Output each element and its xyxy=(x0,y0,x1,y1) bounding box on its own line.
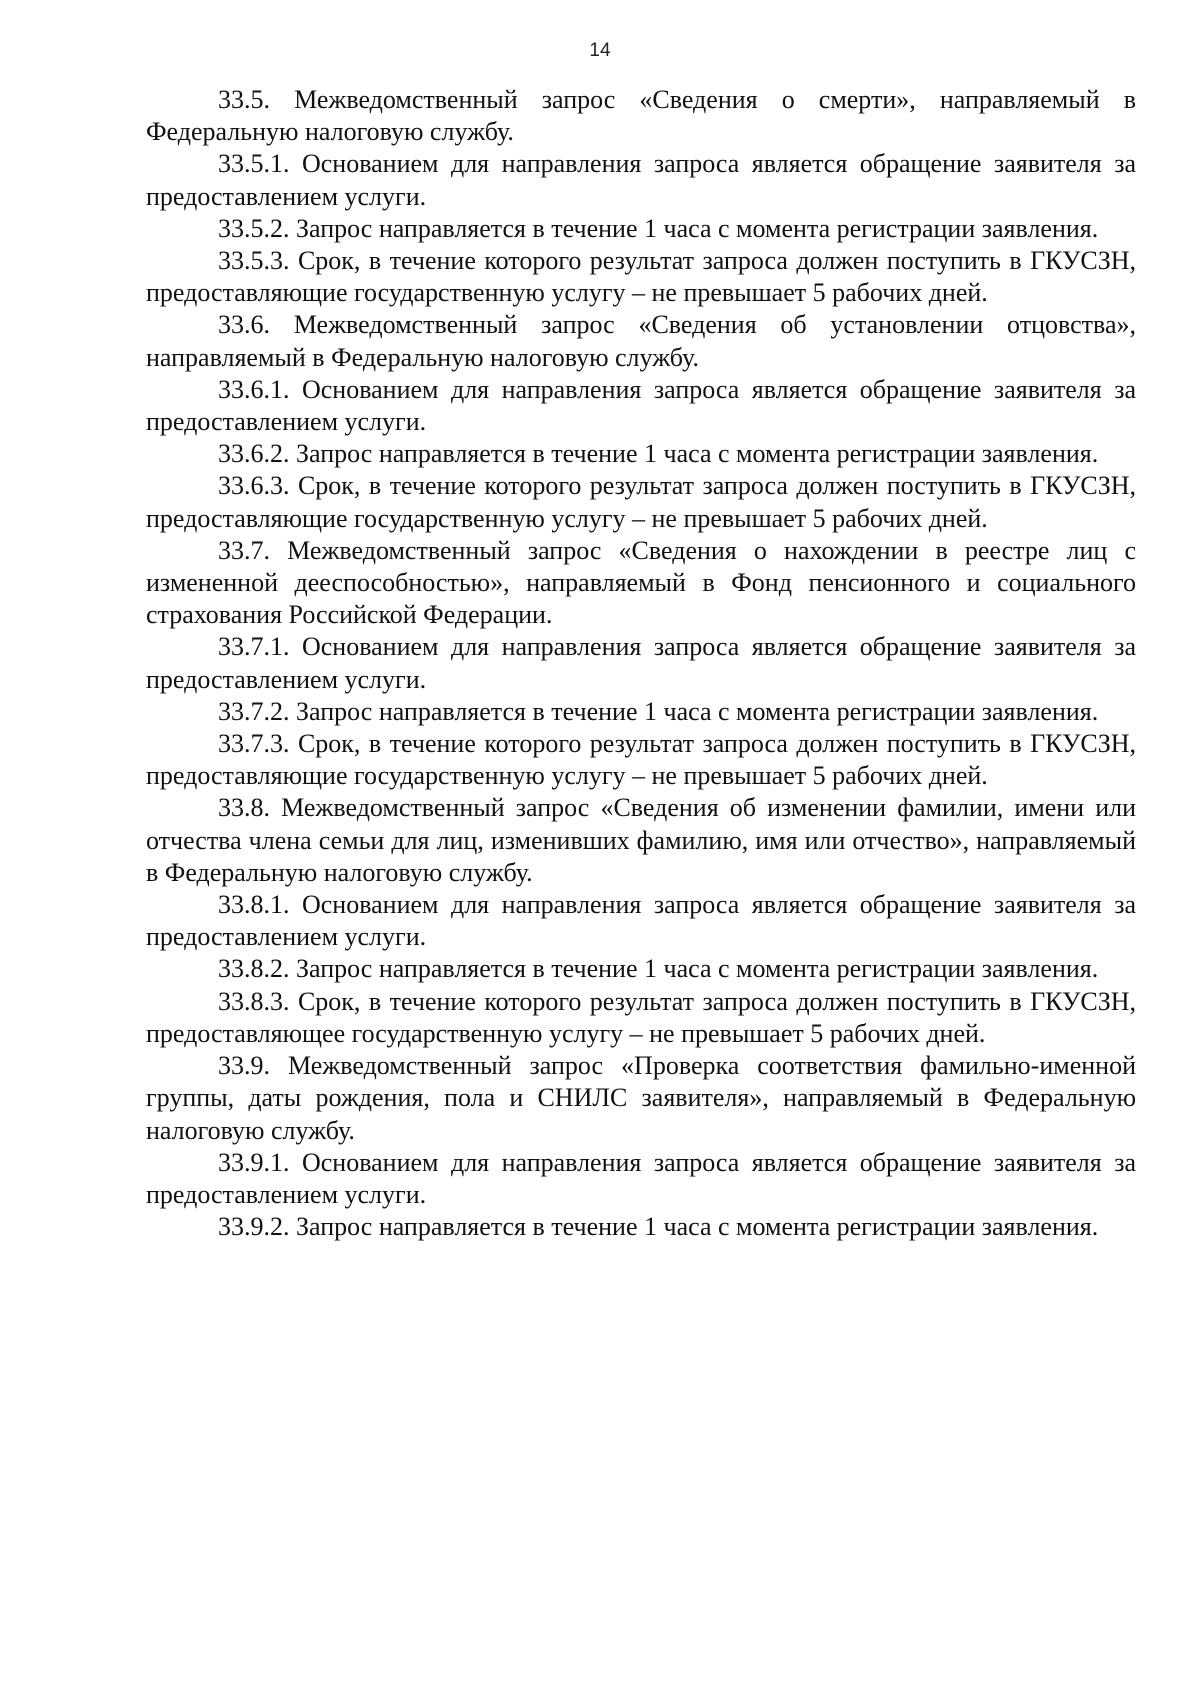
paragraph-33-7-3: 33.7.3. Срок, в течение которого результат запроса должен поступить в ГКУСЗН, предоставляющие государственную услугу – не превышает 5 рабочих дней. xyxy=(146,729,1136,791)
paragraph-33-7-2: 33.7.2. Запрос направляется в течение 1 часа с момента регистрации заявления. xyxy=(218,696,1099,726)
paragraph-33-5-2: 33.5.2. Запрос направляется в течение 1 часа с момента регистрации заявления. xyxy=(218,213,1099,243)
paragraph-33-9: 33.9. Межведомственный запрос «Проверка соответствия фамильно-именной группы, даты рождения, пола и СНИЛС заявителя», направляемый в Федеральную налоговую службу. xyxy=(146,1051,1136,1145)
paragraph-33-7: 33.7. Межведомственный запрос «Сведения о нахождении в реестре лиц с измененной дееспособностью», направляемый в Фонд пенсионного и социального страхования Российской Федерации. xyxy=(146,535,1136,630)
paragraph-33-8: 33.8. Межведомственный запрос «Сведения об изменении фамилии, имени или отчества члена семьи для лиц, изменивших фамилию, имя или отчество», направляемый в Федеральную налоговую службу. xyxy=(146,793,1136,887)
paragraph-33-6-2: 33.6.2. Запрос направляется в течение 1 часа с момента регистрации заявления. xyxy=(218,439,1099,469)
paragraph-33-5-3: 33.5.3. Срок, в течение которого результат запроса должен поступить в ГКУСЗН, предоставляющие государственную услугу – не превышает 5 рабочих дней. xyxy=(146,246,1136,308)
paragraph-33-8-3: 33.8.3. Срок, в течение которого результат запроса должен поступить в ГКУСЗН, предоставляющее государственную услугу – не превышает 5 рабочих дней. xyxy=(146,986,1136,1048)
paragraph-33-8-1: 33.8.1. Основанием для направления запроса является обращение заявителя за предоставлением услуги. xyxy=(146,890,1136,952)
paragraph-33-5: 33.5. Межведомственный запрос «Сведения о смерти», направляемый в Федеральную налоговую службу. xyxy=(146,85,1136,147)
paragraph-33-8-2: 33.8.2. Запрос направляется в течение 1 часа с момента регистрации заявления. xyxy=(218,954,1099,984)
paragraph-33-6: 33.6. Межведомственный запрос «Сведения об установлении отцовства», направляемый в Федеральную налоговую службу. xyxy=(146,310,1136,372)
paragraph-33-6-3: 33.6.3. Срок, в течение которого результат запроса должен поступить в ГКУСЗН, предоставляющие государственную услугу – не превышает 5 рабочих дней. xyxy=(146,471,1136,533)
paragraph-33-6-1: 33.6.1. Основанием для направления запроса является обращение заявителя за предоставлением услуги. xyxy=(146,374,1136,437)
paragraph-33-9-1: 33.9.1. Основанием для направления запроса является обращение заявителя за предоставлением услуги. xyxy=(146,1147,1136,1209)
page-number: 14 xyxy=(589,40,611,61)
paragraph-33-5-1: 33.5.1. Основанием для направления запроса является обращение заявителя за предоставлением услуги. xyxy=(146,149,1136,211)
paragraph-33-9-2: 33.9.2. Запрос направляется в течение 1 часа с момента регистрации заявления. xyxy=(218,1212,1099,1242)
paragraph-33-7-1: 33.7.1. Основанием для направления запроса является обращение заявителя за предоставлением услуги. xyxy=(146,632,1136,694)
document-body xyxy=(146,84,1136,1243)
